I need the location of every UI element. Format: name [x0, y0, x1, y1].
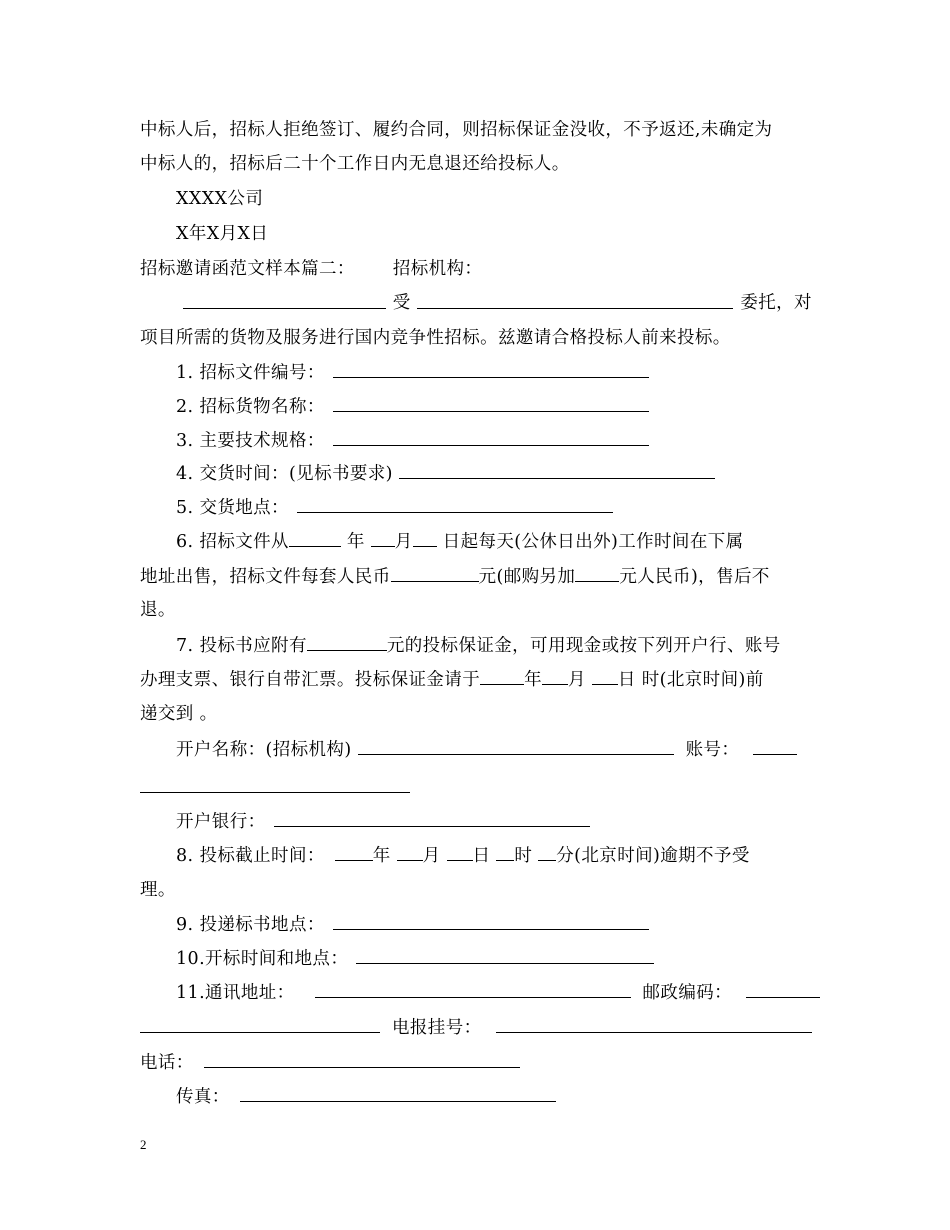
blank-field: [333, 395, 649, 412]
postcode-label: 邮政编码：: [642, 983, 733, 1003]
list-item: [176, 530, 812, 553]
bank-line: [176, 810, 848, 833]
blank-field: [542, 668, 568, 685]
blank-field: [315, 981, 631, 998]
agency-label: 招标机构：: [392, 259, 483, 279]
blank-field: [297, 496, 613, 513]
item-text: 元(邮购另加: [478, 567, 576, 587]
telegraph-line: [140, 1016, 812, 1039]
blank-field: [575, 565, 619, 582]
phone-line: [140, 1051, 812, 1074]
text-weituo: 委托，对: [740, 293, 812, 313]
list-item: [176, 947, 848, 970]
paragraph-line: 中标人后，招标人拒绝签订、履约合同，则招标保证金没收，不予返还,未确定为: [140, 120, 773, 140]
item-text: 时: [514, 846, 539, 866]
section-title: [140, 258, 812, 280]
blank-field: [746, 981, 820, 998]
blank-field: [413, 530, 437, 547]
blank-field: [307, 634, 387, 651]
paragraph-line: 中标人的，招标后二十个工作日内无息退还给投标人。: [140, 154, 570, 174]
item-label: 5. 交货地点：: [176, 498, 289, 518]
page-number: 2: [140, 1137, 147, 1152]
item-label: 11.通讯地址：: [176, 983, 295, 1003]
paragraph-line: 项目所需的货物及服务进行国内竞争性招标。兹邀请合格投标人前来投标。: [140, 328, 731, 348]
item-text: 日: [472, 846, 497, 866]
item-text: 月: [568, 670, 592, 690]
item-label: 10.开标时间和地点：: [176, 949, 349, 969]
fax-label: 传真：: [176, 1087, 230, 1107]
blank-field: [333, 429, 649, 446]
telegraph-label: 电报挂号：: [392, 1018, 482, 1038]
blank-field: [496, 844, 514, 861]
account-number-label: 账号：: [685, 740, 740, 760]
blank-field: [397, 844, 423, 861]
list-item: [176, 361, 848, 384]
paragraph-line: 理。: [140, 880, 176, 900]
blank-field: [240, 1085, 556, 1102]
blank-field: [204, 1051, 520, 1068]
fax-line: [176, 1085, 848, 1108]
item-text: 元的投标保证金，可用现金或按下列开户行、账号: [386, 636, 781, 656]
paragraph-line: [140, 565, 812, 588]
signature-company: XXXX公司: [176, 189, 264, 209]
text-shou: 受: [392, 293, 411, 313]
account-name-label: 开户名称：(招标机构): [176, 740, 352, 760]
list-item: [176, 462, 848, 485]
list-item: [176, 913, 848, 936]
blank-field: [333, 361, 649, 378]
blank-field: [399, 462, 715, 479]
blank-field: [496, 1016, 812, 1033]
item-text: 6. 招标文件从: [176, 532, 289, 552]
blank-field: [183, 292, 386, 309]
blank-field: [447, 844, 473, 861]
list-item: [176, 496, 848, 519]
item-text: 月: [394, 532, 413, 552]
bank-label: 开户银行：: [176, 812, 266, 832]
blank-field: [753, 738, 797, 755]
item-text: 地址出售，招标文件每套人民币: [140, 567, 391, 587]
item-label: 1. 招标文件编号：: [176, 363, 325, 383]
blank-field: [538, 844, 556, 861]
blank-field: [140, 1016, 380, 1033]
paragraph-line: 退。: [140, 600, 176, 620]
blank-line: [140, 776, 812, 799]
blank-field: [356, 947, 654, 964]
blank-field: [333, 913, 649, 930]
item-text: 日 时(北京时间)前: [617, 670, 764, 690]
item-text: 年: [372, 846, 397, 866]
signature-date: X年X月X日: [176, 224, 269, 244]
item-text: 月: [422, 846, 447, 866]
item-label: 4. 交货时间：(见标书要求): [176, 464, 393, 484]
item-text: 年: [340, 532, 371, 552]
item-label: 2. 招标货物名称：: [176, 397, 325, 417]
item-text: 8. 投标截止时间：: [176, 846, 325, 866]
list-item: [176, 981, 812, 1004]
item-text: 分(北京时间)逾期不予受: [556, 846, 750, 866]
blank-field: [391, 565, 479, 582]
blank-field: [274, 810, 590, 827]
list-item: [176, 429, 848, 452]
list-item: [176, 395, 848, 418]
item-text: 日起每天(公休日出外)工作时间在下属: [436, 532, 744, 552]
paragraph-line: [140, 668, 812, 691]
blank-field: [371, 530, 395, 547]
blank-field: [417, 292, 733, 309]
blank-field: [140, 776, 410, 793]
paragraph-line: 递交到 。: [140, 704, 218, 724]
entrust-line: [140, 292, 812, 314]
blank-field: [335, 844, 373, 861]
blank-field: [480, 668, 524, 685]
item-label: 9. 投递标书地点：: [176, 915, 325, 935]
item-text: 元人民币)，售后不: [619, 567, 770, 587]
section-title-text: 招标邀请函范文样本篇二：: [140, 259, 355, 279]
account-line: [176, 738, 812, 761]
phone-label: 电话：: [140, 1053, 194, 1073]
list-item: [176, 844, 812, 867]
item-text: 7. 投标书应附有: [176, 636, 307, 656]
item-label: 3. 主要技术规格：: [176, 431, 325, 451]
item-text: 办理支票、银行自带汇票。投标保证金请于: [140, 670, 481, 690]
item-text: 年: [524, 670, 543, 690]
blank-field: [358, 738, 674, 755]
list-item: [176, 634, 812, 657]
blank-field: [592, 668, 618, 685]
blank-field: [289, 530, 341, 547]
